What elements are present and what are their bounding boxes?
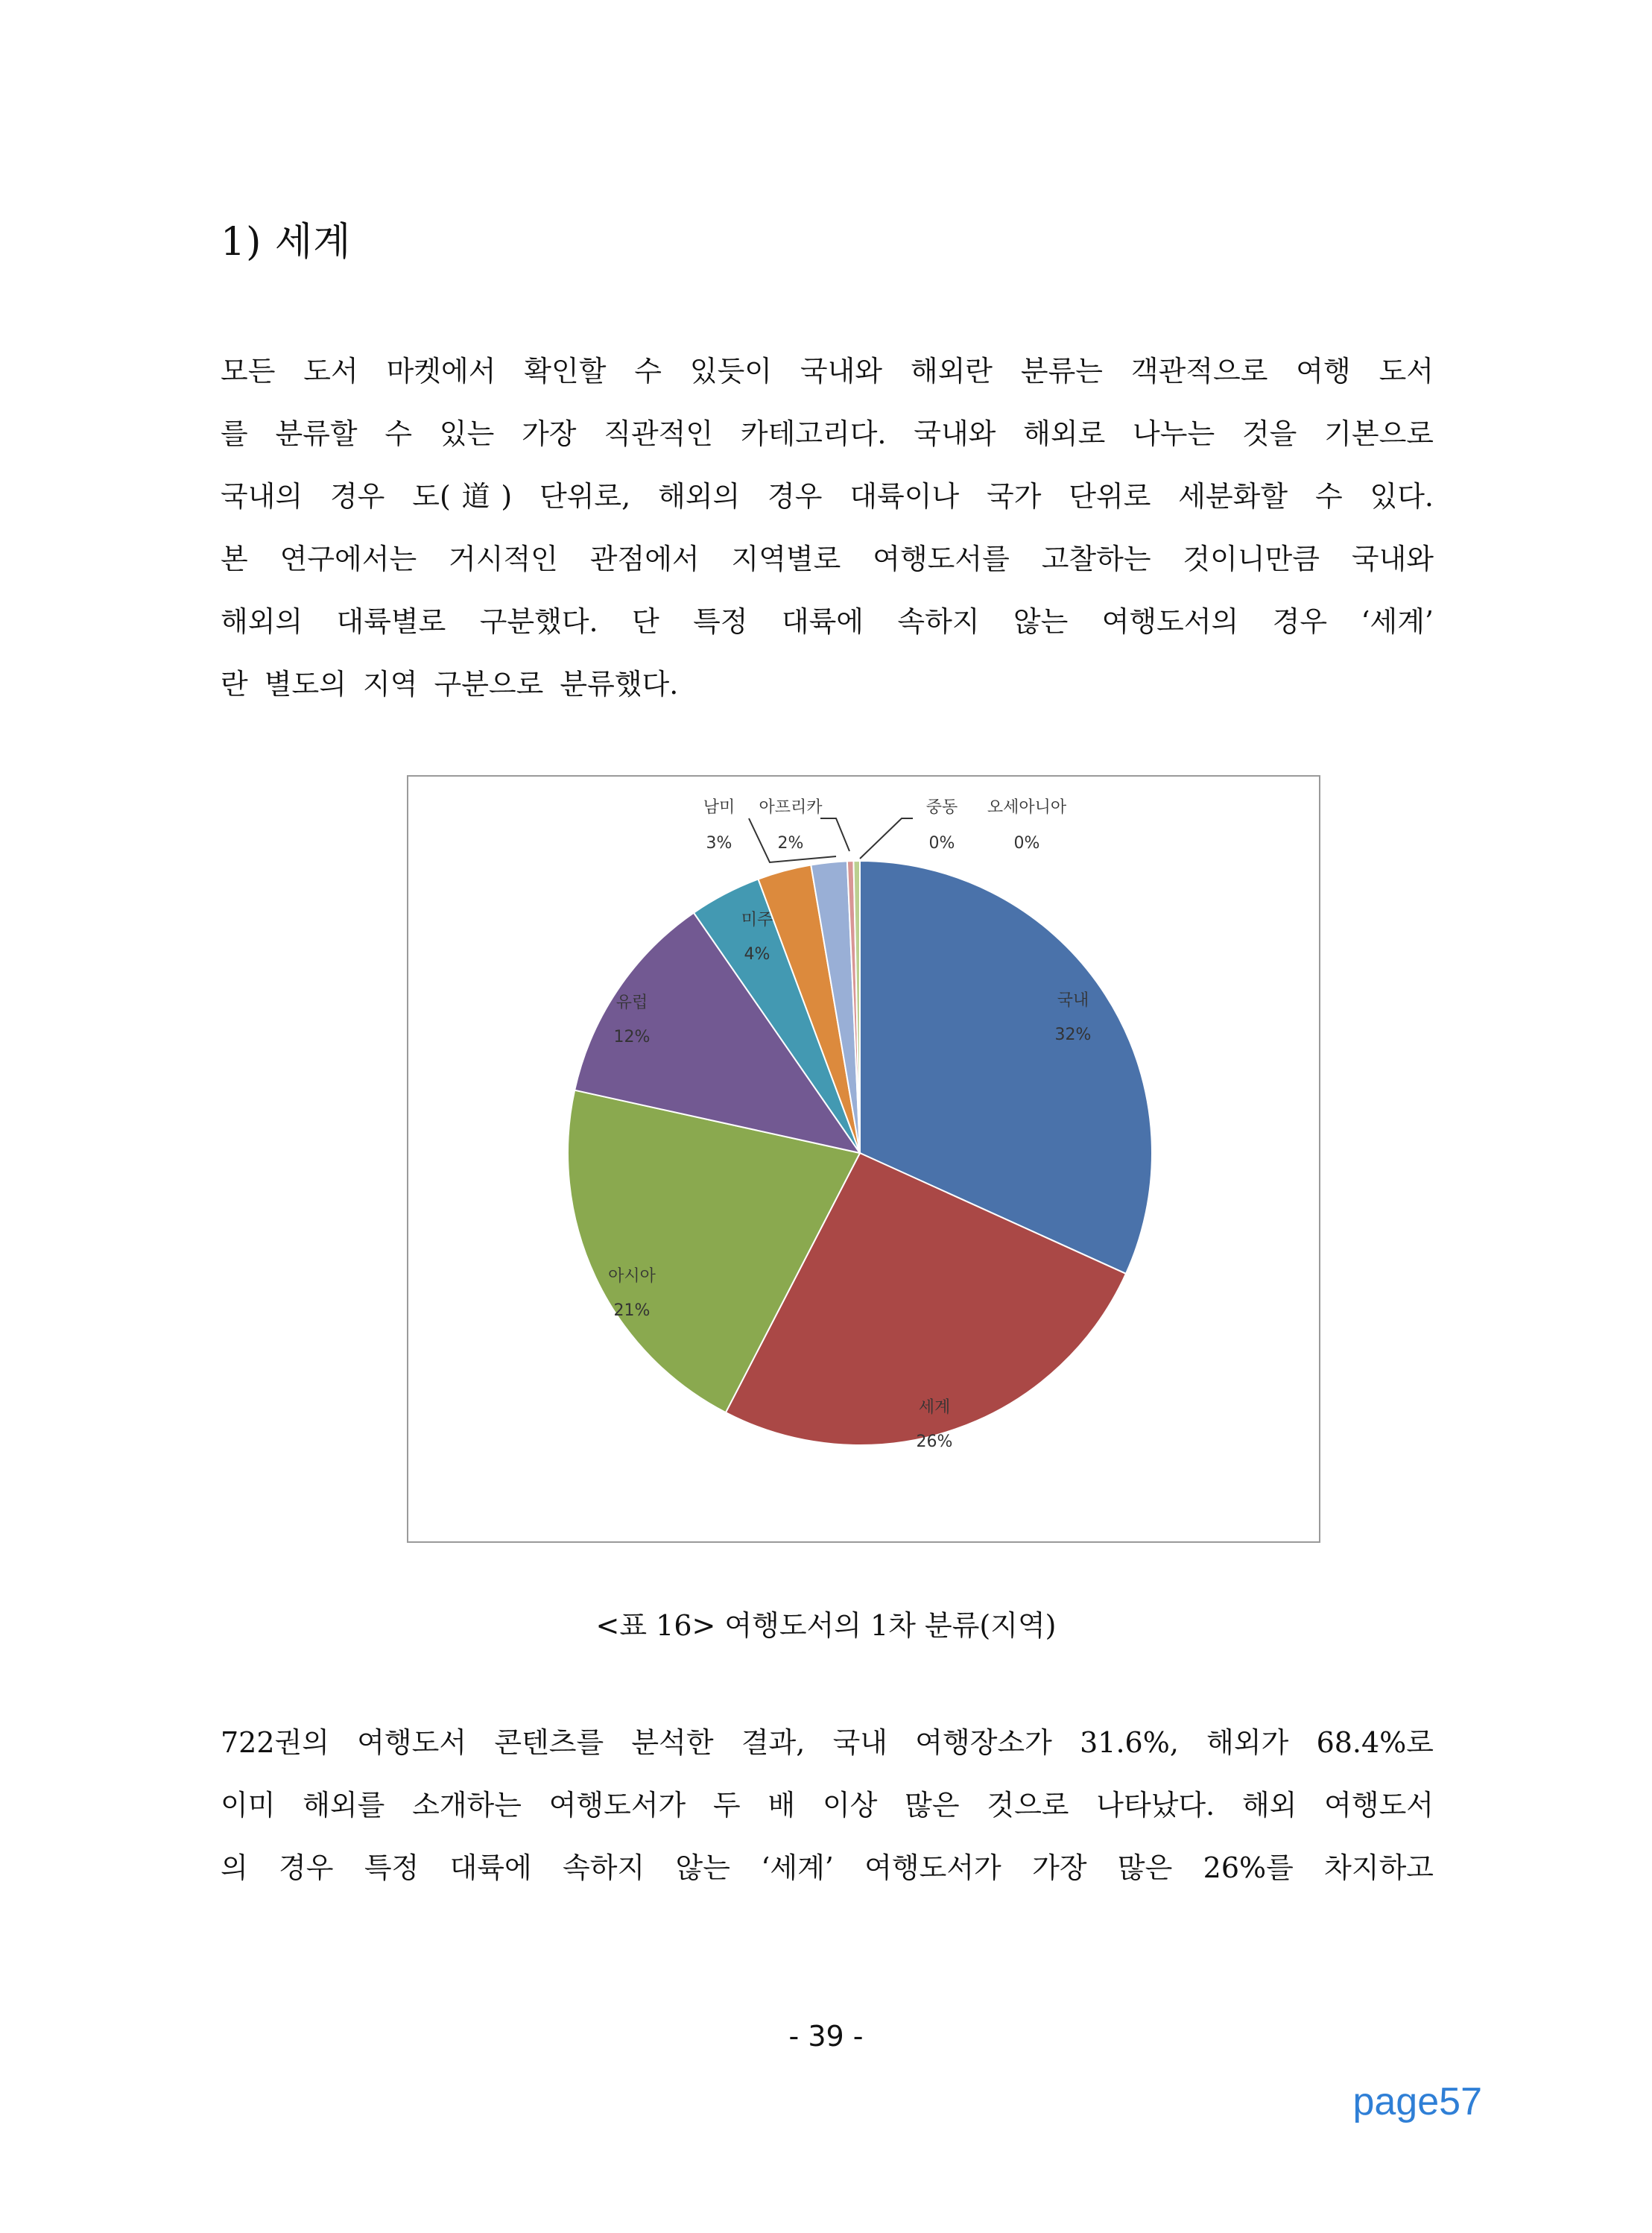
- paragraph-line: 의 경우 특정 대륙에 속하지 않는 ‘세계’ 여행도서가 가장 많은 26%를 차지하고: [221, 1851, 1434, 1884]
- paragraph-line: 국내의 경우 도(道) 단위로, 해외의 경우 대륙이나 국가 단위로 세분화할 수 있다.: [221, 480, 1434, 513]
- slice-category-label: 오세아니아: [987, 798, 1067, 817]
- slice-percent-label: 21%: [613, 1301, 651, 1320]
- analysis-paragraph: [221, 1711, 1434, 1899]
- slice-category-label: 아프리카: [759, 798, 823, 817]
- slice-category-label: 국내: [1057, 991, 1089, 1010]
- leader-line: [820, 818, 849, 851]
- section-heading: 1) 세계: [221, 220, 352, 265]
- slice-category-label: 미주: [741, 911, 773, 929]
- paragraph-line: 722권의 여행도서 콘텐츠를 분석한 결과, 국내 여행장소가 31.6%, 해외가 68.4%로: [221, 1726, 1434, 1759]
- slice-category-label: 남미: [703, 798, 735, 817]
- slice-percent-label: 0%: [928, 834, 955, 853]
- paragraph-line: 모든 도서 마켓에서 확인할 수 있듯이 국내와 해외란 분류는 객관적으로 여행 도서: [221, 355, 1434, 388]
- slice-percent-label: 0%: [1013, 834, 1040, 853]
- pie-chart-frame: [407, 775, 1320, 1543]
- slice-category-label: 중동: [925, 798, 958, 817]
- pie-chart: [408, 777, 1319, 1541]
- slice-percent-label: 3%: [706, 834, 732, 853]
- paragraph-line: 이미 해외를 소개하는 여행도서가 두 배 이상 많은 것으로 나타났다. 해외 여행도서: [221, 1789, 1434, 1822]
- slice-percent-label: 12%: [613, 1028, 651, 1046]
- slice-percent-label: 2%: [777, 834, 804, 853]
- leader-line: [860, 818, 913, 859]
- page-watermark: page57: [1352, 2080, 1482, 2123]
- paragraph-line: 를 분류할 수 있는 가장 직관적인 카테고리다. 국내와 해외로 나누는 것을 기본으로: [221, 417, 1434, 450]
- intro-paragraph: [221, 340, 1434, 716]
- paragraph-line: 본 연구에서는 거시적인 관점에서 지역별로 여행도서를 고찰하는 것이니만큼 국내와: [221, 543, 1434, 575]
- paragraph-line: 해외의 대륙별로 구분했다. 단 특정 대륙에 속하지 않는 여행도서의 경우 ‘세계’: [221, 605, 1434, 638]
- slice-category-label: 유럽: [615, 994, 648, 1012]
- slice-category-label: 아시아: [608, 1267, 656, 1286]
- slice-percent-label: 26%: [916, 1433, 953, 1451]
- slice-percent-label: 32%: [1054, 1026, 1092, 1044]
- page-number: - 39 -: [788, 2020, 864, 2053]
- slice-percent-label: 4%: [744, 945, 770, 964]
- slice-category-label: 세계: [918, 1398, 951, 1417]
- paragraph-line: 란 별도의 지역 구분으로 분류했다.: [221, 668, 679, 701]
- figure-caption: <표 16> 여행도서의 1차 분류(지역): [595, 1609, 1057, 1642]
